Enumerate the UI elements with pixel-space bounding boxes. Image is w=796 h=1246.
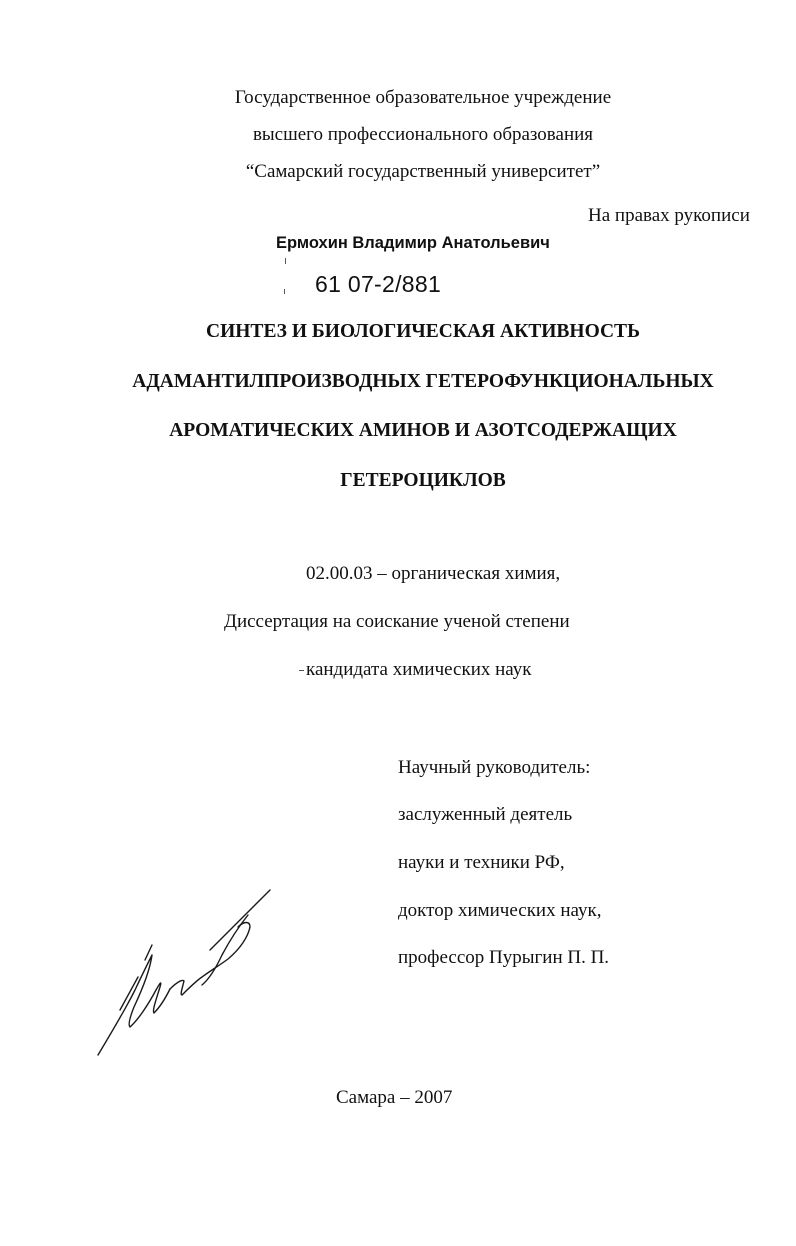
specialty: 02.00.03 – органическая химия, <box>306 563 561 584</box>
degree-line-2: кандидата химических наук <box>306 659 532 680</box>
title-line-1: СИНТЕЗ И БИОЛОГИЧЕСКАЯ АКТИВНОСТЬ <box>206 321 640 342</box>
city-year: Самара – 2007 <box>336 1087 453 1108</box>
scan-mark <box>299 670 304 671</box>
title-line-4: ГЕТЕРОЦИКЛОВ <box>340 469 506 491</box>
institution-line-3: “Самарский государственный университет” <box>245 161 601 182</box>
institution-block <box>0 87 796 198</box>
title-line-3: АРОМАТИЧЕСКИХ АМИНОВ И АЗОТСОДЕРЖАЩИХ <box>169 420 677 441</box>
supervisor-line-4: профессор Пурыгин П. П. <box>398 947 610 968</box>
degree-line-1: Диссертация на соискание ученой степени <box>224 611 570 632</box>
supervisor-line-2: науки и техники РФ, <box>398 852 565 873</box>
institution-line-2: высшего профессионального образования <box>252 124 594 145</box>
supervisor-heading: Научный руководитель: <box>398 757 591 778</box>
scan-mark <box>285 258 286 264</box>
author-name: Ермохин Владимир Анатольевич <box>276 234 550 252</box>
supervisor-line-1: заслуженный деятель <box>398 804 573 825</box>
dissertation-title <box>0 321 796 519</box>
supervisor-line-3: доктор химических наук, <box>398 900 602 921</box>
manuscript-rights-note: На правах рукописи <box>588 205 750 226</box>
title-line-2: АДАМАНТИЛПРОИЗВОДНЫХ ГЕТЕРОФУНКЦИОНАЛЬНЫХ <box>132 370 714 392</box>
handwritten-signature <box>90 885 280 1060</box>
scan-mark <box>284 289 285 294</box>
registry-code: 61 07-2/881 <box>315 271 442 297</box>
institution-line-1: Государственное образовательное учреждение <box>234 87 612 108</box>
